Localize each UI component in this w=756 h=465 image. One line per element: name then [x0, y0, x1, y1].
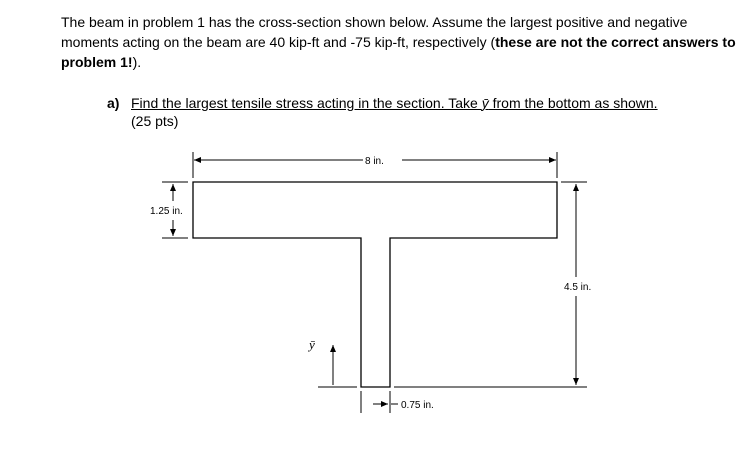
intro-text: The beam in problem 1 has the cross-section shown below. Assume the largest positive and negative moments acting on the beam are 40 kip-ft and -75 kip-ft, respectively ( [61, 14, 688, 50]
width-dimension [193, 152, 557, 178]
question-text-1: Find the largest tensile stress acting in the section. Take [131, 95, 482, 111]
flange-thickness-dimension [150, 182, 188, 238]
height-label: 4.5 in. [564, 282, 592, 293]
height-dimension [394, 182, 591, 387]
width-label: 8 in. [365, 156, 384, 167]
web-thickness-label: 0.75 in. [401, 400, 434, 411]
intro-end: ). [132, 54, 142, 70]
t-section-outline [193, 182, 557, 387]
flange-thickness-label: 1.25 in. [150, 206, 183, 217]
question-points: (25 pts) [131, 113, 179, 129]
intro-bold-note: these are not the correct answers to problem 1! [61, 34, 736, 70]
question-text-2: from the bottom as shown. [488, 95, 658, 111]
ybar-reference [307, 337, 357, 387]
part-a-label: a) [107, 95, 120, 111]
ybar-label: ȳ [309, 337, 315, 352]
question-ybar: ȳ [481, 95, 489, 111]
web-thickness-dimension [361, 391, 434, 413]
